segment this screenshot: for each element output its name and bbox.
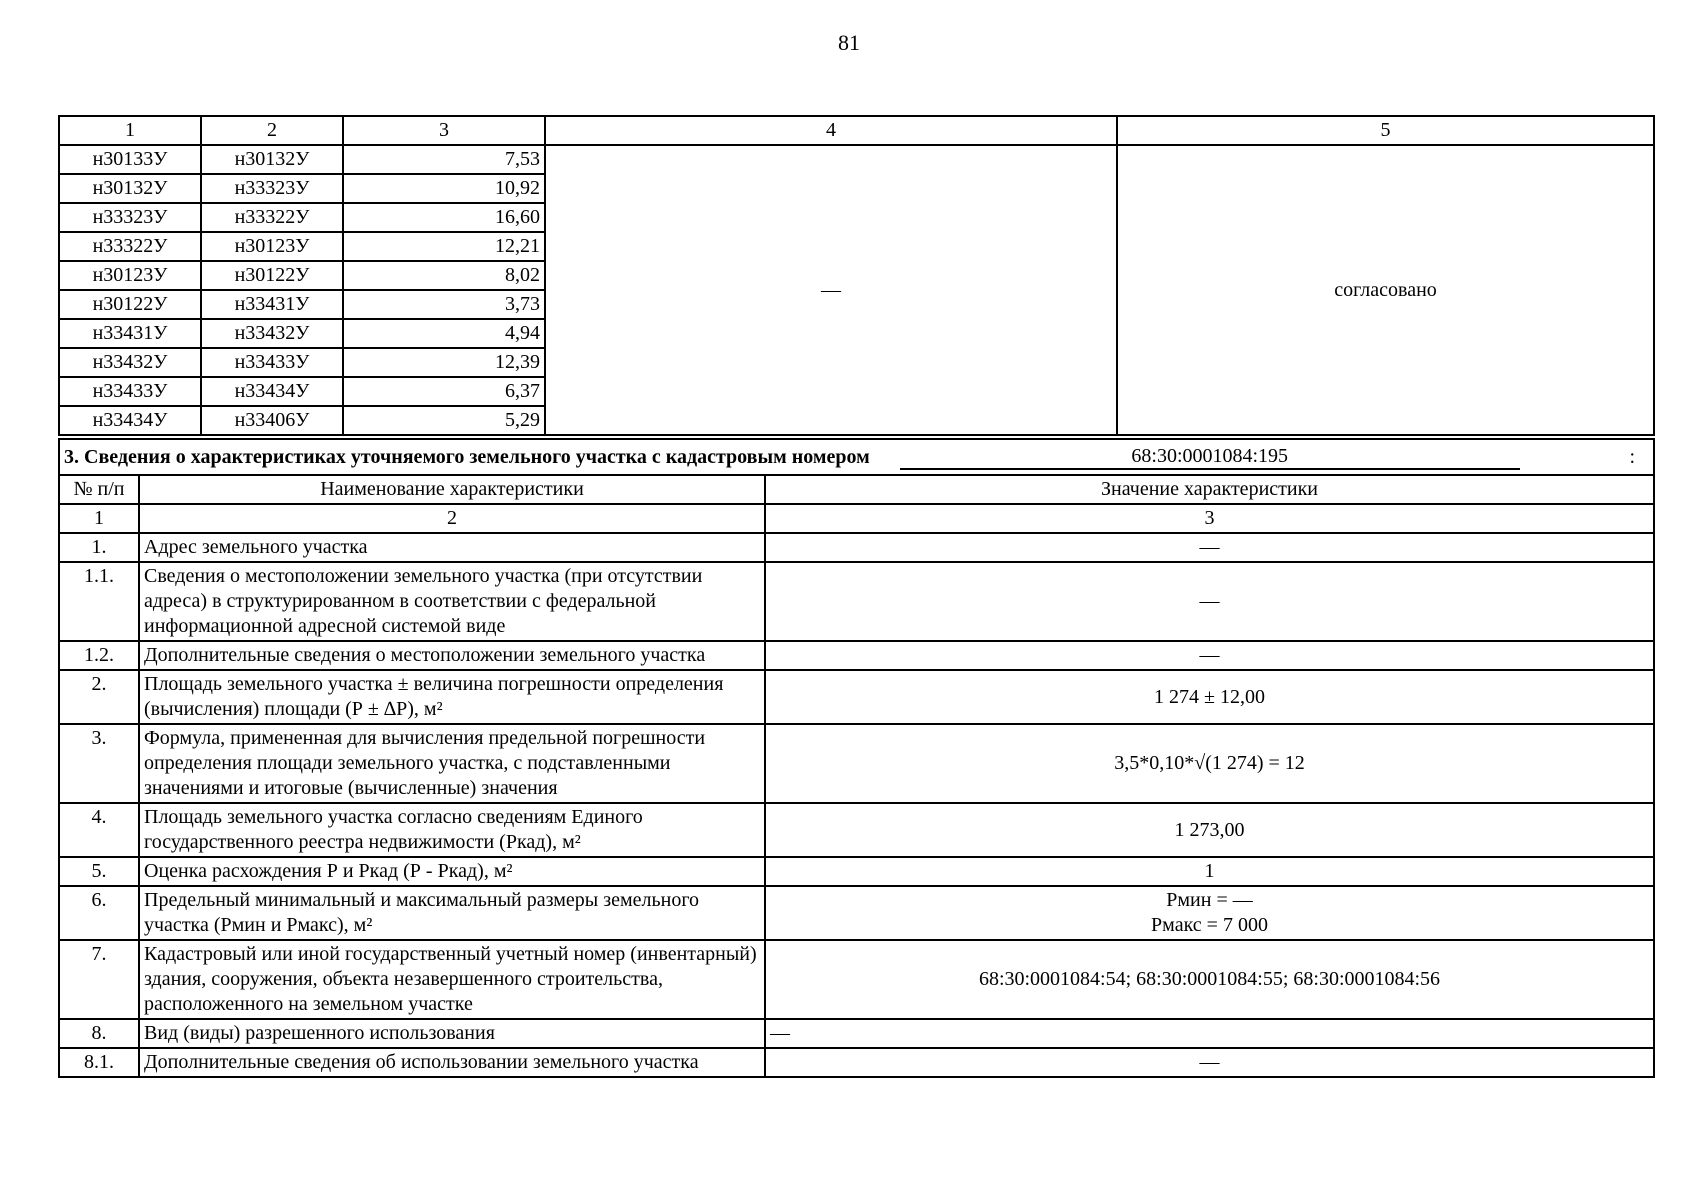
characteristics-header [59,475,1654,504]
approval-status: согласовано [1117,145,1654,435]
characteristics-table [58,438,1655,1078]
row-number: 8.1. [59,1048,139,1077]
distance: 10,92 [343,174,545,203]
from-point: н30132У [59,174,201,203]
characteristic-value: — [765,641,1654,670]
distance: 6,37 [343,377,545,406]
to-point: н33323У [201,174,343,203]
from-point: н33431У [59,319,201,348]
row-number: 4. [59,803,139,857]
to-point: н33406У [201,406,343,435]
section-title-cell [59,439,1654,475]
header-cell: 4 [545,116,1117,145]
table-row [59,533,1654,562]
from-point: н33323У [59,203,201,232]
table-row [59,1048,1654,1077]
from-point: н30123У [59,261,201,290]
table-row [59,145,1654,174]
boundary-table [58,115,1655,436]
characteristic-value: 1 273,00 [765,803,1654,857]
to-point: н33431У [201,290,343,319]
characteristic-value: 1 [765,857,1654,886]
to-point: н30122У [201,261,343,290]
from-point: н30133У [59,145,201,174]
header-cell: 2 [201,116,343,145]
header-cell: Наименование характеристики [139,475,765,504]
characteristic-value: 68:30:0001084:54; 68:30:0001084:55; 68:30:0001084:56 [765,940,1654,1019]
characteristic-name: Дополнительные сведения об использовании земельного участка [139,1048,765,1077]
characteristic-name: Формула, примененная для вычисления предельной погрешности определения площади земельного участка, с подставленными значениями и итоговые (вычисленные) значения [139,724,765,803]
from-point: н33433У [59,377,201,406]
header-cell: 3 [343,116,545,145]
distance: 16,60 [343,203,545,232]
row-number: 2. [59,670,139,724]
distance: 4,94 [343,319,545,348]
table-row [59,1019,1654,1048]
characteristic-name: Оценка расхождения Р и Ркад (Р - Ркад), м² [139,857,765,886]
characteristic-value: — [765,533,1654,562]
characteristic-value: — [765,1048,1654,1077]
characteristic-name: Дополнительные сведения о местоположении земельного участка [139,641,765,670]
col4-value: — [545,145,1117,435]
table-row [59,940,1654,1019]
header-cell: № п/п [59,475,139,504]
subheader-cell: 1 [59,504,139,533]
to-point: н33432У [201,319,343,348]
subheader-cell: 2 [139,504,765,533]
distance: 12,39 [343,348,545,377]
characteristic-name: Предельный минимальный и максимальный размеры земельного участка (Рмин и Рмакс), м² [139,886,765,940]
from-point: н33322У [59,232,201,261]
row-number: 1.1. [59,562,139,641]
to-point: н30123У [201,232,343,261]
table-row [59,803,1654,857]
section-title-row [59,439,1654,475]
table-row [59,562,1654,641]
characteristic-name: Сведения о местоположении земельного участка (при отсутствии адреса) в структурированном в соответствии с федеральной информационной адресной системой виде [139,562,765,641]
characteristic-name: Вид (виды) разрешенного использования [139,1019,765,1048]
table-row [59,857,1654,886]
row-number: 3. [59,724,139,803]
boundary-table-header [59,116,1654,145]
to-point: н30132У [201,145,343,174]
characteristic-value: — [765,562,1654,641]
distance: 12,21 [343,232,545,261]
section-title: 3. Сведения о характеристиках уточняемого земельного участка с кадастровым номером [64,445,870,468]
characteristic-value: 3,5*0,10*√(1 274) = 12 [765,724,1654,803]
characteristic-value: 1 274 ± 12,00 [765,670,1654,724]
section-colon: : [1629,445,1636,468]
from-point: н30122У [59,290,201,319]
distance: 3,73 [343,290,545,319]
distance: 5,29 [343,406,545,435]
to-point: н33322У [201,203,343,232]
characteristic-value: — [765,1019,1654,1048]
characteristic-value [765,886,1654,940]
row-number: 1. [59,533,139,562]
table-row [59,670,1654,724]
header-cell: Значение характеристики [765,475,1654,504]
characteristic-name: Кадастровый или иной государственный учетный номер (инвентарный) здания, сооружения, объекта незавершенного строительства, расположенного на земельном участке [139,940,765,1019]
subheader-cell: 3 [765,504,1654,533]
distance: 7,53 [343,145,545,174]
characteristic-name: Площадь земельного участка согласно сведениям Единого государственного реестра недвижимости (Ркад), м² [139,803,765,857]
max-area-value: Рмакс = 7 000 [1151,914,1268,936]
header-cell: 5 [1117,116,1654,145]
from-point: н33432У [59,348,201,377]
page-number: 81 [838,30,860,55]
cadastral-number: 68:30:0001084:195 [900,444,1520,470]
characteristics-subheader [59,504,1654,533]
distance: 8,02 [343,261,545,290]
row-number: 6. [59,886,139,940]
to-point: н33434У [201,377,343,406]
to-point: н33433У [201,348,343,377]
table-row [59,724,1654,803]
row-number: 1.2. [59,641,139,670]
from-point: н33434У [59,406,201,435]
row-number: 8. [59,1019,139,1048]
min-area-value: Рмин = — [1166,889,1253,911]
characteristic-name: Площадь земельного участка ± величина погрешности определения (вычисления) площади (Р ± ∆Р), м² [139,670,765,724]
table-row [59,641,1654,670]
header-cell: 1 [59,116,201,145]
table-row [59,886,1654,940]
row-number: 5. [59,857,139,886]
row-number: 7. [59,940,139,1019]
characteristic-name: Адрес земельного участка [139,533,765,562]
